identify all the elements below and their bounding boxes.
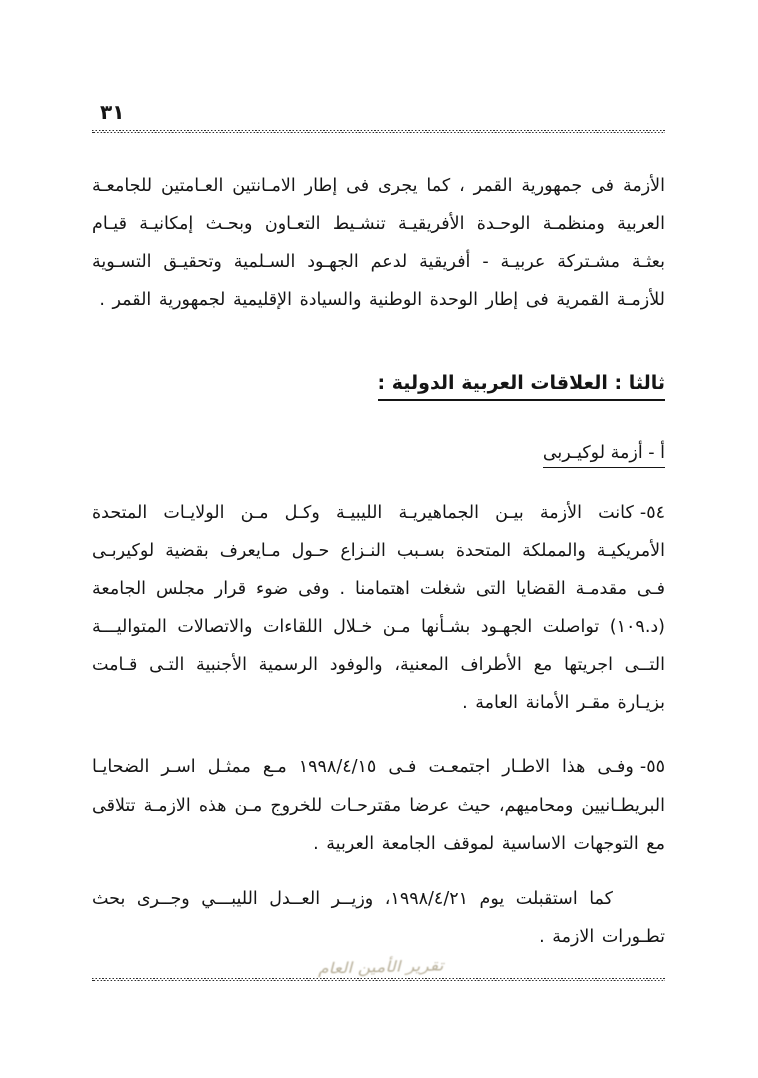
intro-paragraph: الأزمة فى جمهورية القمر ، كما يجرى فى إطار الامـانتين العـامتين للجامعـة العربية ومنظمـة الوحـدة الأفريقيـة تنشـيط التعـاون وبحـث إمكانيـة قيـام بعثـة مشـتركة عربيـة - أفريقية لدعم الجهـود السـلمية وتحقيـق التسـوية للأزمـة القمرية فى إطار الوحدة الوطنية والسيادة الإقليمية لجمهورية القمر . [92, 176, 665, 311]
footer [92, 956, 665, 981]
paragraph-54-number: ٥٤- [639, 502, 665, 523]
section-heading [92, 372, 665, 401]
paragraph-55 [92, 748, 665, 862]
bottom-rule [92, 978, 665, 981]
footer-handwritten-note: تقرير الأمين العام [317, 956, 444, 978]
page-number: ٣١ [100, 100, 125, 124]
paragraph-55-number: ٥٥- [639, 757, 665, 778]
paragraph-54-text: كانت الأزمة بيـن الجماهيريـة الليبيـة وكـل مـن الولايـات المتحدة الأمريكيـة والمملكة المتحدة بسـبب النـزاع حـول مـايعرف بقضية لوكيربـى فـى مقدمـة القضايا التى شغلت اهتمامنا . وفى ضوء قرار مجلس الجامعة (د.١٠٩) تواصلت الجهـود بشـأنها مـن خـلال اللقاءات والاتصالات المتواليـــة التــى اجريتها مع الأطراف المعنية، والوفود الرسمية الأجنبية التـى قـامت بزيـارة مقـر الأمانة العامة . [92, 502, 665, 714]
sub-heading-text: أ - أزمة لوكيـربى [543, 443, 665, 468]
paragraph-54 [92, 494, 665, 723]
closing-paragraph: كما استقبلت يوم ١٩٩٨/٤/٢١، وزيــر العــدل الليبـــي وجــرى بحث تطـورات الازمة . [92, 889, 665, 948]
sub-heading [92, 443, 665, 468]
page-content [92, 0, 665, 974]
paragraph-55-text: وفـى هذا الاطـار اجتمعـت فـى ١٩٩٨/٤/١٥ مـع ممثـل اسـر الضحايـا البريطـانيين ومحاميهم، حيث عرضا مقترحـات للخروج مـن هذه الازمـة تتلاقى مع التوجهات الاساسية لموقف الجامعة العربية . [92, 757, 665, 854]
top-rule [92, 130, 665, 133]
section-heading-text: ثالثا : العلاقات العربية الدولية : [378, 372, 665, 401]
